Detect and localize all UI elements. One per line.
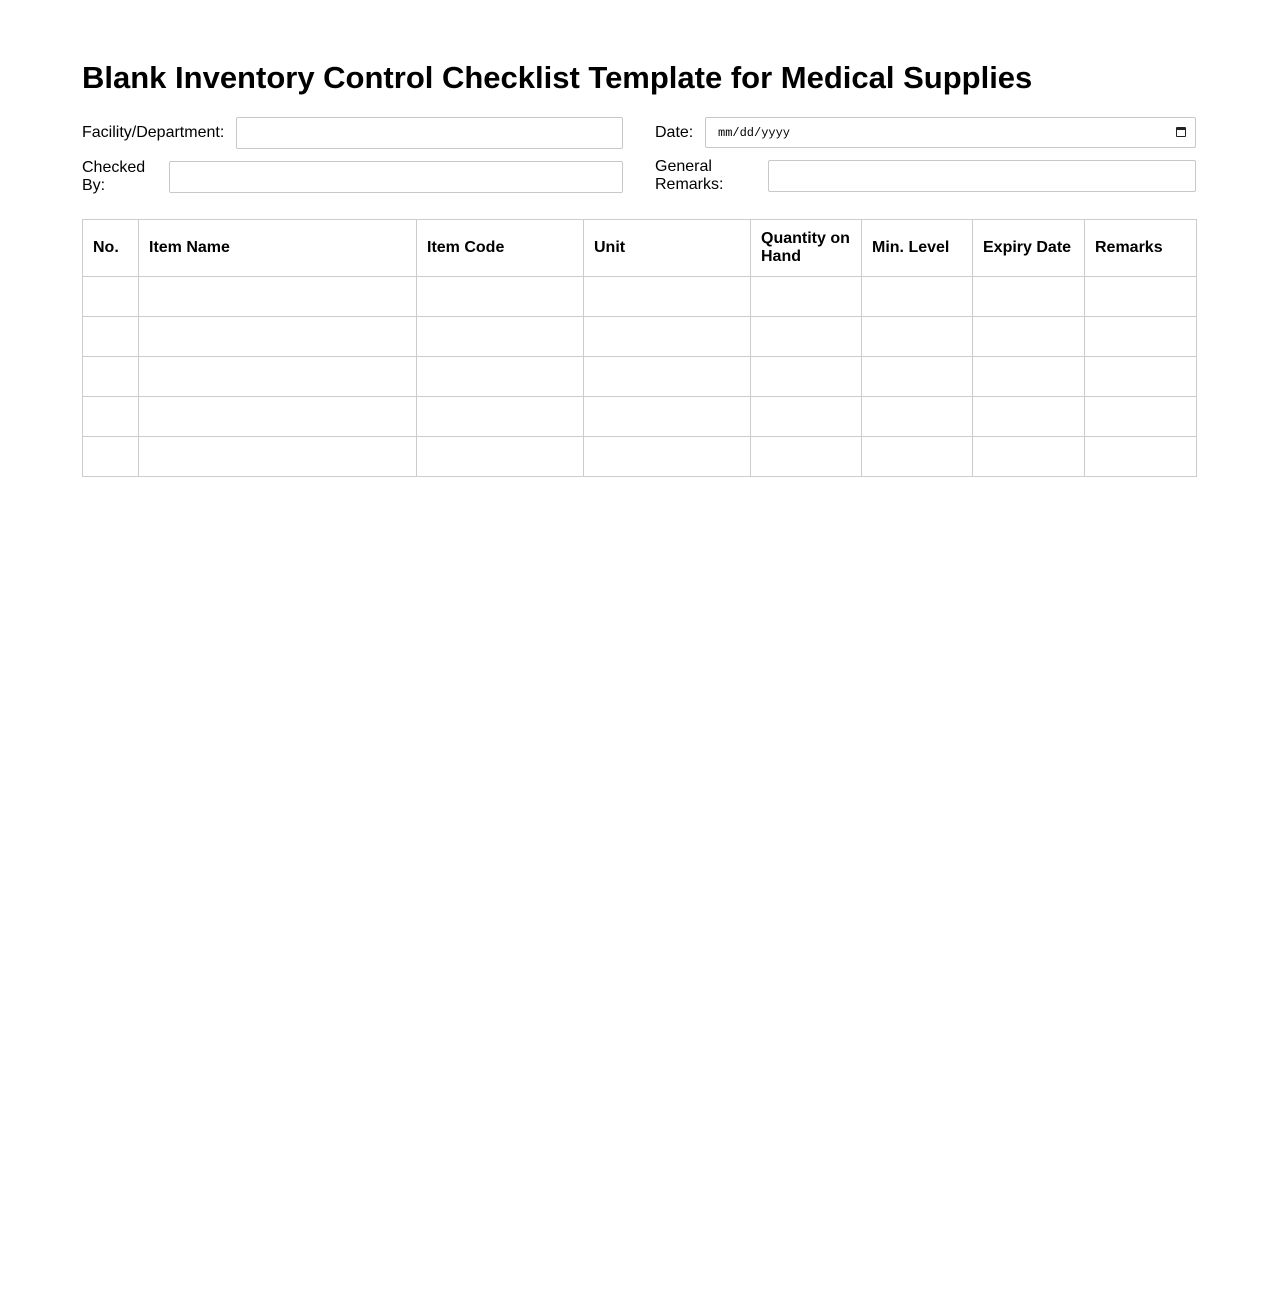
cell-expiry-date[interactable]	[973, 437, 1085, 477]
cell-min-level[interactable]	[862, 357, 973, 397]
header-min-level: Min. Level	[862, 220, 973, 277]
header-expiry-date: Expiry Date	[973, 220, 1085, 277]
cell-no[interactable]	[83, 437, 139, 477]
table-row	[83, 317, 1197, 357]
date-label: Date:	[655, 124, 694, 141]
header-quantity-on-hand: Quantity on Hand	[751, 220, 862, 277]
general-remarks-label: General Remarks:	[655, 158, 724, 193]
cell-item-name[interactable]	[139, 357, 417, 397]
cell-item-name[interactable]	[139, 277, 417, 317]
cell-item-code[interactable]	[417, 277, 584, 317]
cell-min-level[interactable]	[862, 277, 973, 317]
cell-no[interactable]	[83, 397, 139, 437]
cell-remarks[interactable]	[1085, 437, 1197, 477]
header-remarks: Remarks	[1085, 220, 1197, 277]
table-row	[83, 357, 1197, 397]
cell-min-level[interactable]	[862, 317, 973, 357]
cell-item-code[interactable]	[417, 397, 584, 437]
cell-item-name[interactable]	[139, 437, 417, 477]
header-no: No.	[83, 220, 139, 277]
cell-item-code[interactable]	[417, 437, 584, 477]
cell-item-name[interactable]	[139, 397, 417, 437]
cell-item-code[interactable]	[417, 317, 584, 357]
inventory-table	[82, 219, 1197, 477]
table-row	[83, 397, 1197, 437]
facility-label: Facility/Department:	[82, 124, 225, 141]
cell-expiry-date[interactable]	[973, 317, 1085, 357]
cell-remarks[interactable]	[1085, 397, 1197, 437]
cell-item-name[interactable]	[139, 317, 417, 357]
cell-quantity[interactable]	[751, 277, 862, 317]
checked-by-input[interactable]	[169, 161, 623, 193]
page-title: Blank Inventory Control Checklist Template for Medical Supplies	[82, 60, 1033, 95]
table-row	[83, 277, 1197, 317]
cell-quantity[interactable]	[751, 317, 862, 357]
cell-remarks[interactable]	[1085, 357, 1197, 397]
header-item-name: Item Name	[139, 220, 417, 277]
checked-by-label: Checked By:	[82, 159, 146, 194]
cell-no[interactable]	[83, 317, 139, 357]
date-input[interactable]	[705, 117, 1196, 148]
cell-unit[interactable]	[584, 357, 751, 397]
cell-unit[interactable]	[584, 437, 751, 477]
cell-no[interactable]	[83, 277, 139, 317]
cell-expiry-date[interactable]	[973, 357, 1085, 397]
cell-remarks[interactable]	[1085, 277, 1197, 317]
cell-expiry-date[interactable]	[973, 397, 1085, 437]
cell-quantity[interactable]	[751, 397, 862, 437]
general-remarks-input[interactable]	[768, 160, 1196, 192]
header-unit: Unit	[584, 220, 751, 277]
cell-unit[interactable]	[584, 397, 751, 437]
calendar-icon[interactable]	[1176, 127, 1186, 137]
cell-expiry-date[interactable]	[973, 277, 1085, 317]
cell-unit[interactable]	[584, 277, 751, 317]
cell-unit[interactable]	[584, 317, 751, 357]
cell-quantity[interactable]	[751, 437, 862, 477]
cell-item-code[interactable]	[417, 357, 584, 397]
facility-input[interactable]	[236, 117, 623, 149]
header-item-code: Item Code	[417, 220, 584, 277]
date-placeholder: mm/dd/yyyy	[718, 126, 791, 140]
cell-min-level[interactable]	[862, 397, 973, 437]
table-header-row	[83, 220, 1197, 277]
cell-min-level[interactable]	[862, 437, 973, 477]
cell-no[interactable]	[83, 357, 139, 397]
table-row	[83, 437, 1197, 477]
cell-quantity[interactable]	[751, 357, 862, 397]
cell-remarks[interactable]	[1085, 317, 1197, 357]
